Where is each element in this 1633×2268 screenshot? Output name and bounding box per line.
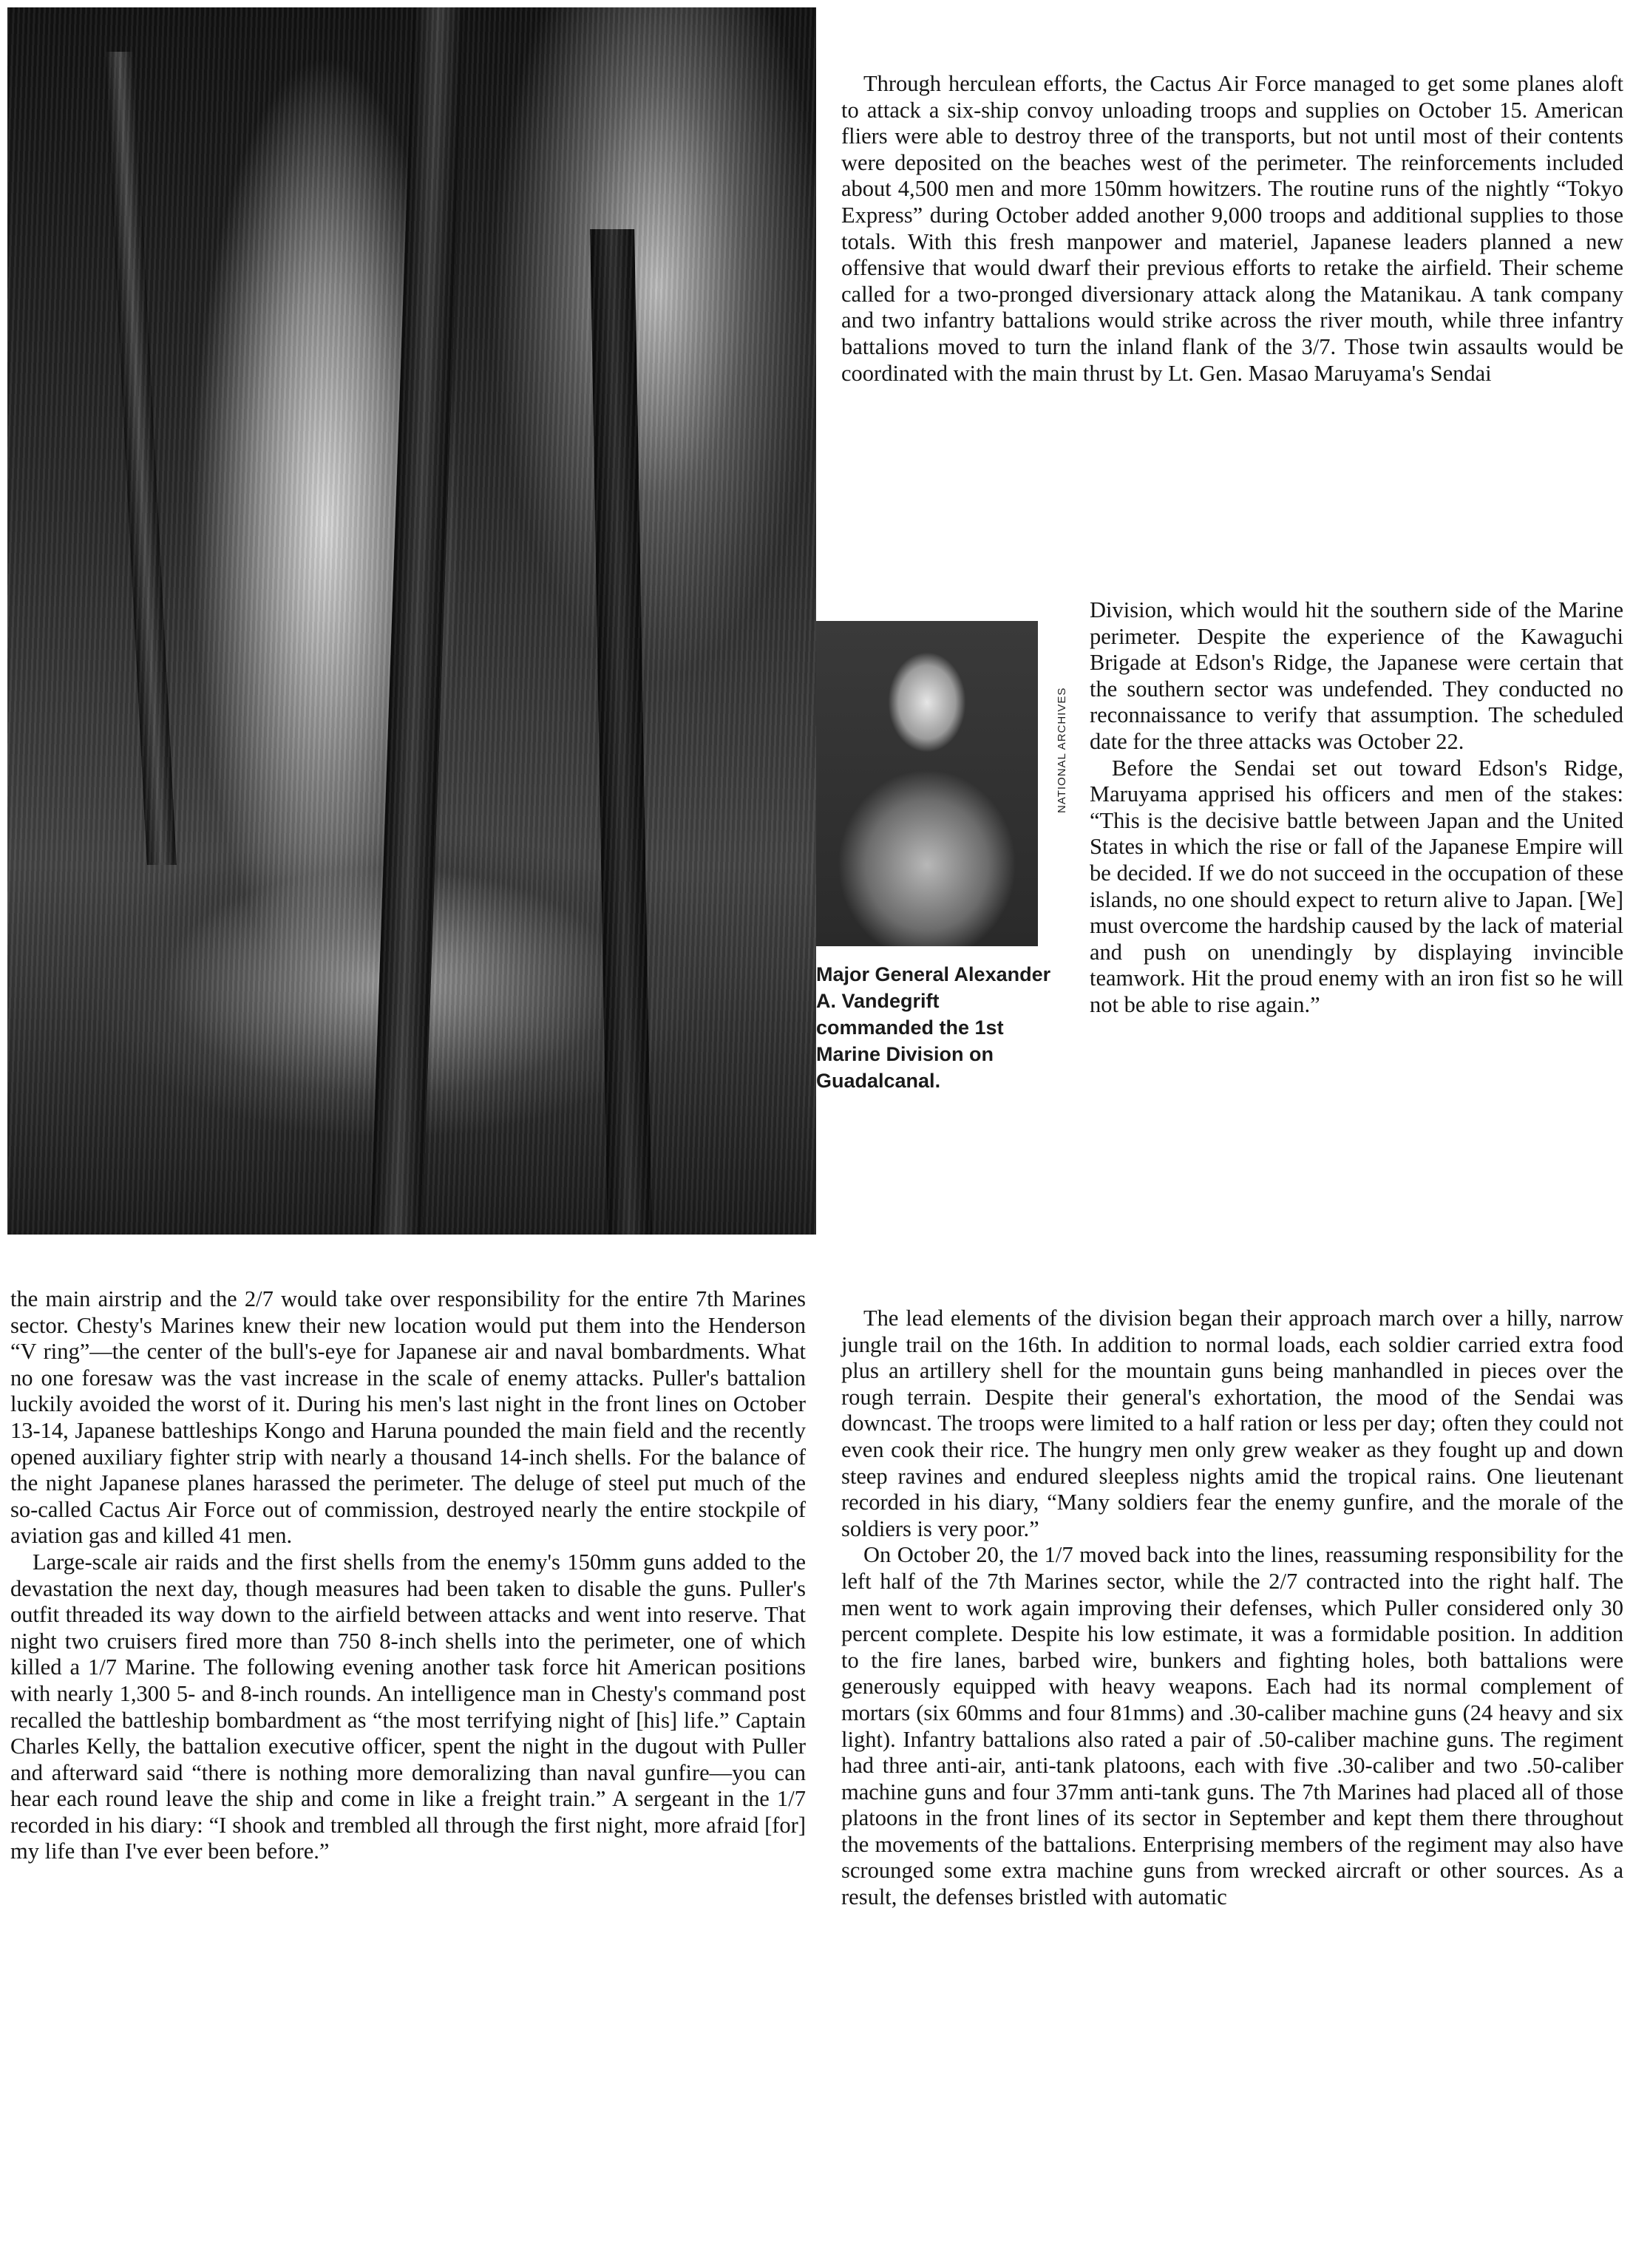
paragraph: Division, which would hit the southern side of the Marine perimeter. Despite the experience of the Kawaguchi Brigade at Edson's Ridge, the Japanese were certain that the southern sector was undefended. They conducted no reconnaissance to verify that assumption. The scheduled date for the three attacks was October 22. xyxy=(1090,597,1623,754)
paragraph: The lead elements of the division began their approach march over a hilly, narrow jungle trail on the 16th. In addition to normal loads, each soldier carried extra food plus an artillery shell for the mountain guns being manhandled in pieces over the rough terrain. Despite their general's exhortation, the mood of the Sendai was downcast. The troops were limited to a half ration or less per day; often they could not even cook their rice. The hungry men only grew weaker as they fought up and down steep ravines and endured sleepless nights amid the tropical rains. One lieutenant recorded in his diary, “Many soldiers fear the enemy gunfire, and the morale of the soldiers is very poor.” xyxy=(841,1306,1623,1541)
paragraph: Large-scale air raids and the first shells from the enemy's 150mm guns added to the devastation the next day, though measures had been taken to disable the guns. Puller's outfit threaded its way down to the airfield between attacks and went into reserve. That night two cruisers fired more than 750 8-inch shells into the perimeter, one of which killed a 1/7 Marine. The following evening another task force hit American positions with nearly 1,300 5- and 8-inch rounds. An intelligence man in Chesty's command post recalled the battleship bombardment as “the most terrifying night of [his] life.” Captain Charles Kelly, the battalion executive officer, spent the night in the dugout with Puller and afterward said “there is nothing more demoralizing than naval gunfire—you can hear each round leave the ship and come in like a freight train.” A sergeant in the 1/7 recorded in his diary: “I shook and trembled all through the first night, more afraid [for] my life than I've ever been before.” xyxy=(10,1549,806,1864)
paragraph: On October 20, the 1/7 moved back into the lines, reassuming responsibility for the left half of the 7th Marines sector, while the 2/7 contracted into the right half. The men went to work again improving their defenses, which Puller considered only 30 percent complete. Despite his low estimate, it was a formidable position. In addition to the fire lanes, barbed wire, bunkers and fighting holes, both battalions were generously equipped with heavy weapons. Each had its normal complement of mortars (six 60mms and four 81mms) and .30-caliber machine guns (24 heavy and six light). Infantry battalions also rated a pair of .50-caliber machine guns. The regiment had three anti-air, anti-tank platoons, each with five .30-caliber and two .50-caliber machine guns and four 37mm anti-tank guns. The 7th Marines had placed all of those platoons in the front lines of its sector in September and kept them there throughout the movements of the battalions. Enterprising members of the regiment may also have scrounged some extra machine guns from wrecked aircraft or other sources. As a result, the defenses bristled with automatic xyxy=(841,1542,1623,1910)
tree-trunk xyxy=(104,52,177,865)
right-column-top xyxy=(841,71,1623,387)
photo-caption: Major General Alexander A. Vandegrift commanded the 1st Marine Division on Guadalcanal. xyxy=(816,963,1051,1092)
vandegrift-portrait-photo xyxy=(816,621,1038,946)
photo-credit: NATIONAL ARCHIVES xyxy=(1056,687,1068,813)
jungle-photo xyxy=(7,7,816,1235)
left-column xyxy=(10,1286,806,1865)
paragraph: Before the Sendai set out toward Edson's Ridge, Maruyama apprised his officers and men of the stakes: “This is the decisive battle between Japan and the United States in which the rise or fall of the Japanese Empire will be decided. If we do not succeed in the occupation of these islands, no one should expect to return alive to Japan. [We] must overcome the hardship caused by the lack of material and push on unendingly by displaying invincible teamwork. Hit the proud enemy with an iron fist so he will not be able to rise again.” xyxy=(1090,755,1623,1017)
paragraph: the main airstrip and the 2/7 would take over responsibility for the entire 7th Marines sector. Chesty's Marines knew their new location would put them into the Henderson “V ring”—the center of the bull's-eye for Japanese air and naval bombardments. What no one foresaw was the vast increase in the scale of enemy attacks. Puller's battalion luckily avoided the worst of it. During his men's last night in the front lines on October 13-14, Japanese battleships Kongo and Haruna pounded the main field and the recently opened auxiliary fighter strip with nearly a thousand 14-inch shells. For the balance of the night Japanese planes harassed the perimeter. The deluge of steel put much of the so-called Cactus Air Force out of commission, destroyed nearly the entire stockpile of aviation gas and killed 41 men. xyxy=(10,1286,806,1549)
right-column-bottom xyxy=(841,1306,1623,1911)
tree-trunk xyxy=(590,229,652,1235)
right-column-wrapped xyxy=(1090,597,1623,1019)
tree-trunk xyxy=(370,7,465,1235)
paragraph: Through herculean efforts, the Cactus Air Force managed to get some planes aloft to attack a six-ship convoy unloading troops and supplies on October 15. American fliers were able to destroy three of the transports, but not until most of their contents were deposited on the beaches west of the perimeter. The reinforcements included about 4,500 men and more 150mm howitzers. The routine runs of the nightly “Tokyo Express” during October added another 9,000 troops and additional supplies to those totals. With this fresh manpower and materiel, Japanese leaders planned a new offensive that would dwarf their previous efforts to retake the airfield. Their scheme called for a two-pronged diversionary attack along the Matanikau. A tank company and two infantry battalions would strike across the river mouth, while three infantry battalions moved to turn the inland flank of the 3/7. Those twin assaults would be coordinated with the main thrust by Lt. Gen. Masao Maruyama's Sendai xyxy=(841,71,1623,386)
